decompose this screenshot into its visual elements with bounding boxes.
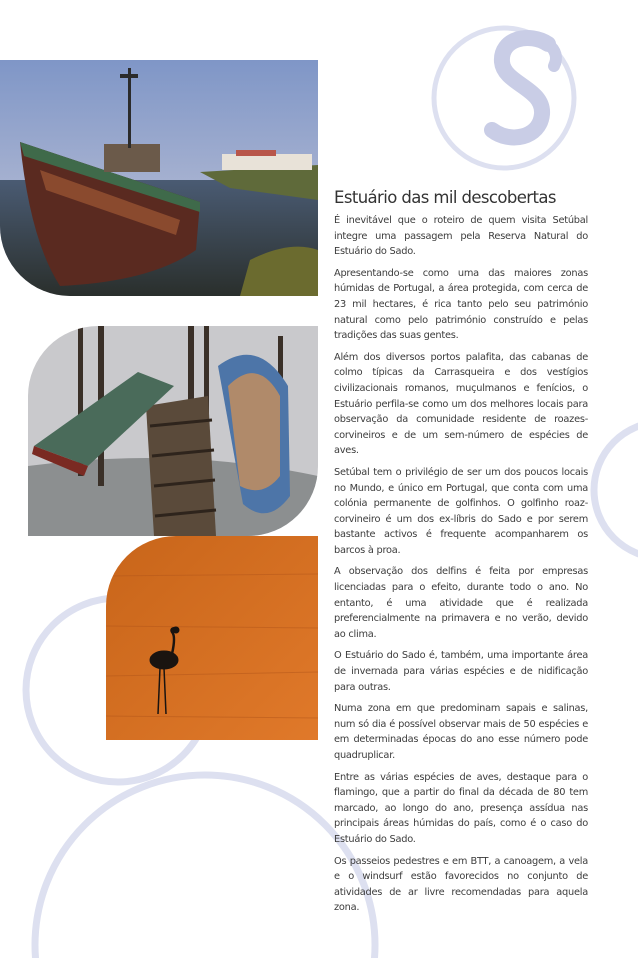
photo-boats-at-palafite-pier: [28, 326, 318, 536]
photo-old-fishing-boat: [0, 60, 318, 296]
article-paragraph-9: Os passeios pedestres e em BTT, a canoagem, a vela e o windsurf estão favorecidos no conjunto de atividades de ar livre recomendadas para aquela zona.: [334, 855, 588, 914]
article-paragraph-4: Setúbal tem o privilégio de ser um dos poucos locais no Mundo, e único em Portugal, que conta com uma colónia permanente de golfinhos. O golfinho roaz-corvineiro é um dos ex-líbris do Sado e por serem bastante activos é frequente acompanharem os barcos à proa.: [334, 466, 588, 556]
article-paragraph-7: Numa zona em que predominam sapais e salinas, num só dia é possível observar mais de 50 espécies e em determinadas épocas do ano esse número pode quadruplicar.: [334, 703, 588, 761]
article-paragraph-2: Apresentando-se como uma das maiores zonas húmidas de Portugal, a área protegida, com cerca de 23 mil hectares, é rica tanto pelo seu património natural como pelo património construído e pelas tradições das suas gentes.: [334, 267, 588, 342]
article-paragraph-6: O Estuário do Sado é, também, uma importante área de invernada para várias espécies e de nidificação para outras.: [334, 650, 588, 693]
article-paragraph-5: A observação dos delfins é feita por empresas licenciadas para o efeito, durante todo o ano. No entanto, é uma atividade que é realizada preferencialmente na primavera e no verão, devido ao clima.: [334, 566, 588, 640]
article: [334, 188, 588, 922]
article-title: Estuário das mil descobertas: [334, 188, 556, 207]
photo-flamingo-silhouette: [106, 536, 318, 740]
article-paragraph-1: É inevitável que o roteiro de quem visita Setúbal integre uma passagem pela Reserva Natural do Estuário do Sado.: [334, 215, 588, 258]
decor-ring-right: [594, 422, 638, 558]
s-logo-icon: [470, 26, 580, 156]
article-paragraph-3: Além dos diversos portos palafita, das cabanas de colmo típicas da Carrasqueira e dos vestígios civilizacionais romanos, muçulmanos e fenícios, o Estuário perfila-se como um dos melhores locais para observação da comunidade residente de roazes-corvineiros e de um sem-número de espécies de aves.: [334, 351, 588, 457]
decor-ring-bottom: [35, 775, 375, 958]
article-paragraph-8: Entre as várias espécies de aves, destaque para o flamingo, que a partir do final da década de 80 tem marcado, ao longo do ano, presença assídua nas principais áreas húmidas do país, como é o caso do Estuário do Sado.: [334, 771, 588, 845]
